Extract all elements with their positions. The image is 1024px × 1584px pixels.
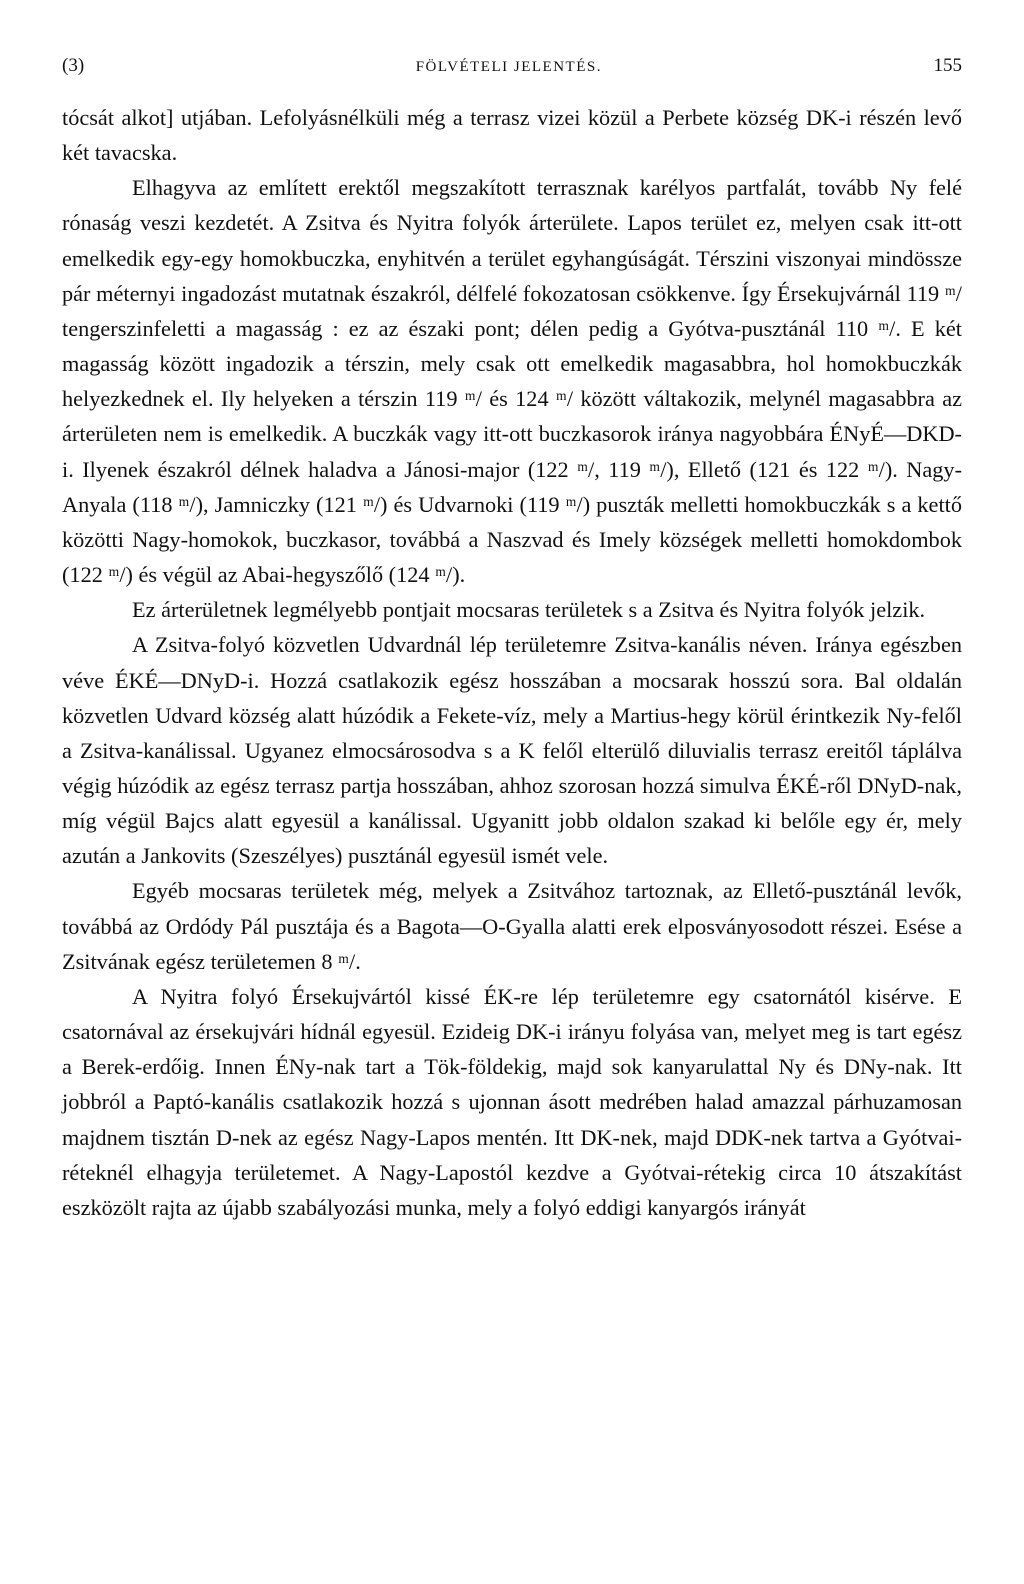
paragraph: Elhagyva az említett erektől megszakított terrasznak karélyos partfalát, tovább Ny felé rónaság veszi kezdetét. A Zsitva és Nyitra folyók árterülete. Lapos terület ez, melyen csak itt-ott emelkedik egy-egy homokbuczka, enyhitvén a terület egyhangúságát. Térszini viszonyai mindössze pár méternyi ingadozást mutatnak északról, délfelé fokozatosan csökkenve. Így Érsekujvárnál 119 ᵐ/ tengerszinfeletti a magasság : ez az északi pont; délen pedig a Gyótva-pusztánál 110 ᵐ/. E két magasság között ingadozik a térszin, mely csak ott emelkedik magasabbra, hol homokbuczkák helyezkednek el. Ily helyeken a térszin 119 ᵐ/ és 124 ᵐ/ között váltakozik, melynél magasabbra az árterületen nem is emelkedik. A buczkák vagy itt-ott buczkasorok iránya nagyobbára ÉNyÉ—DKD-i. Ilyenek északról délnek haladva a Jánosi-major (122 ᵐ/, 119 ᵐ/), Ellető (121 és 122 ᵐ/). Nagy-Anyala (118 ᵐ/), Jamniczky (121 ᵐ/) és Udvarnoki (119 ᵐ/) puszták melletti homokbuczkák s a kettő közötti Nagy-homokok, buczkasor, továbbá a Naszvad és Imely községek melletti homokdombok (122 ᵐ/) és végül az Abai-hegyszőlő (124 ᵐ/).	[62, 175, 962, 588]
paragraph: Ez árterületnek legmélyebb pontjait mocsaras területek s a Zsitva és Nyitra folyók jelzik.	[132, 597, 926, 623]
chapter-number: (3)	[62, 55, 85, 76]
paragraph: A Nyitra folyó Érsekujvártól kissé ÉK-re lép területemre egy csatornától kisérve. E csatornával az érsekujvári hídnál egyesül. Ezideig DK-i irányu folyása van, melyet meg is tart egész a Berek-erdőig. Innen ÉNy-nak tart a Tök-földekig, majd sok kanyarulattal Ny és DNy-nak. Itt jobbról a Paptó-kanális csatlakozik hozzá s ujonnan ásott medrében halad amazzal párhuzamosan majdnem tisztán D-nek az egész Nagy-Lapos mentén. Itt DK-nek, majd DDK-nek tartva a Gyótvai-réteknél elhagyja területemet. A Nagy-Lapostól kezdve a Gyótvai-rétekig circa 10 átszakítást eszközölt rajta az újabb szabályozási munka, mely a folyó eddigi kanyargós irányát	[62, 983, 962, 1220]
page-number: 155	[933, 55, 962, 76]
body-text	[62, 100, 962, 1225]
running-title: FÖLVÉTELI JELENTÉS.	[415, 59, 602, 75]
paragraph: tócsát alkot] utjában. Lefolyásnélküli még a terrasz vizei közül a Perbete község DK-i részén levő két tavacska.	[62, 105, 962, 166]
running-head	[62, 55, 962, 87]
paragraph: A Zsitva-folyó közvetlen Udvardnál lép területemre Zsitva-kanális néven. Iránya egészben véve ÉKÉ—DNyD-i. Hozzá csatlakozik egész hosszában a mocsarak hosszú sora. Bal oldalán közvetlen Udvard község alatt húzódik a Fekete-víz, mely a Martius-hegy körül érintkezik Ny-felől a Zsitva-kanálissal. Ugyanez elmocsárosodva s a K felől elterülő diluvialis terrasz ereitől táplálva végig húzódik az egész terrasz partja hosszában, ahhoz szorosan hozzá simulva ÉKÉ-ről DNyD-nak, míg végül Bajcs alatt egyesül a kanálissal. Ugyanitt jobb oldalon szakad ki belőle egy ér, mely azután a Jankovits (Szeszélyes) pusztánál egyesül ismét vele.	[62, 632, 962, 869]
paragraph: Egyéb mocsaras területek még, melyek a Zsitvához tartoznak, az Ellető-pusztánál levők, továbbá az Ordódy Pál pusztája és a Bagota—O-Gyalla alatti erek elposványosodott részei. Esése a Zsitvának egész területemen 8 ᵐ/.	[62, 878, 962, 974]
page	[62, 55, 962, 1225]
